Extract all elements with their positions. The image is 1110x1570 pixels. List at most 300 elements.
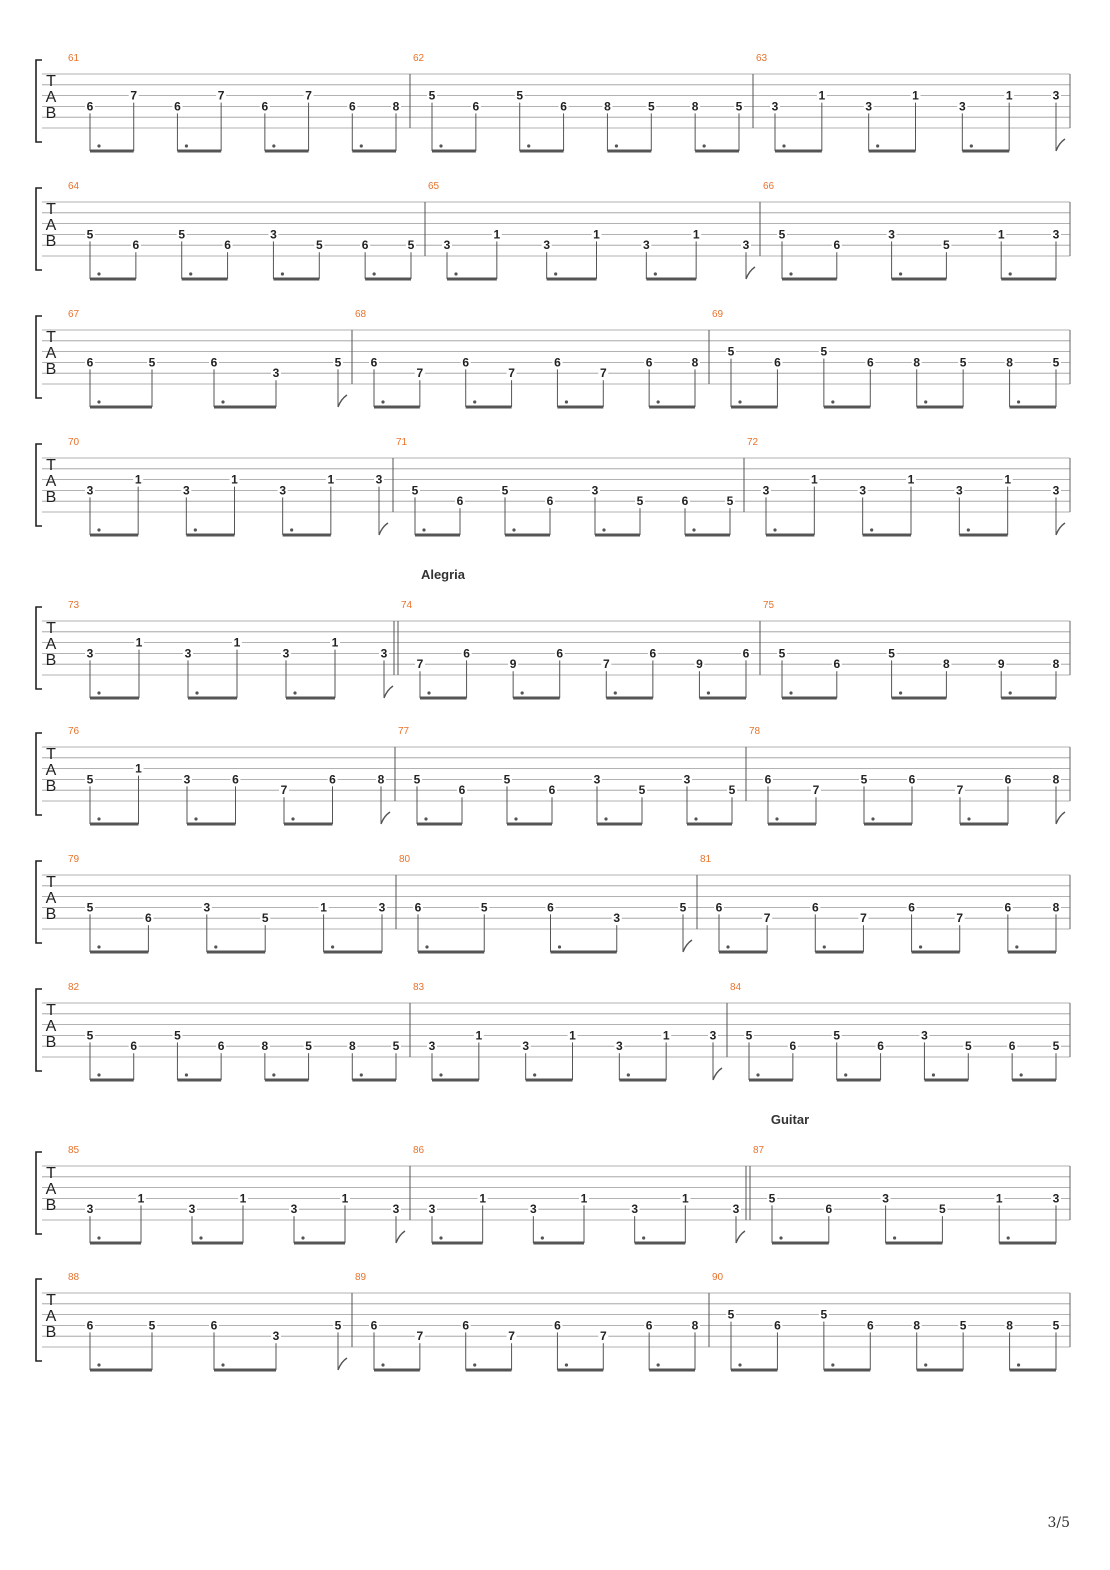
fret-number: 8 (691, 355, 699, 370)
rhythm-dot (199, 1236, 202, 1239)
measure (753, 53, 1065, 151)
tab-clef-letter: B (45, 1197, 57, 1214)
measure-number: 88 (68, 1272, 80, 1283)
rhythm-dot (789, 272, 792, 275)
rhythm-dot (782, 144, 785, 147)
tab-clef-letter: T (46, 746, 56, 763)
fret-number: 6 (554, 1318, 561, 1333)
fret-number: 3 (282, 646, 290, 661)
fret-number: 7 (860, 911, 867, 926)
fret-number: 9 (997, 657, 1005, 672)
fret-number: 6 (645, 1318, 653, 1333)
tab-system (36, 309, 1070, 407)
fret-number: 3 (270, 227, 277, 242)
rhythm-dot (185, 1073, 188, 1076)
fret-number: 9 (696, 657, 703, 672)
rhythm-dot (823, 945, 826, 948)
system-bracket (36, 60, 42, 142)
rhythm-dot (1015, 945, 1018, 948)
rhythm-dot (521, 691, 524, 694)
note-flag (338, 1358, 347, 1370)
fret-number: 1 (810, 472, 818, 487)
measure-number: 76 (68, 726, 80, 737)
fret-number: 8 (943, 657, 950, 672)
tab-clef-letter: T (46, 457, 56, 474)
measure-number: 79 (68, 854, 80, 865)
measure-number: 64 (68, 181, 80, 192)
fret-number: 5 (261, 911, 269, 926)
measure-number: 80 (399, 854, 411, 865)
fret-number: 5 (959, 1318, 967, 1333)
fret-number: 3 (86, 483, 94, 498)
tab-clef-letter: B (45, 778, 57, 795)
fret-number: 8 (348, 1039, 356, 1054)
rhythm-dot (565, 400, 568, 403)
fret-number: 5 (413, 772, 421, 787)
fret-number: 7 (416, 1329, 424, 1344)
fret-number: 5 (1052, 355, 1060, 370)
measure (352, 1272, 700, 1370)
note-flag (1056, 139, 1065, 151)
fret-number: 7 (956, 911, 964, 926)
fret-number: 3 (631, 1202, 639, 1217)
measure-number: 61 (68, 53, 80, 64)
fret-number: 6 (462, 355, 470, 370)
tab-clef-letter: T (46, 1002, 56, 1019)
rhythm-dot (1020, 1073, 1023, 1076)
fret-number: 5 (334, 1318, 342, 1333)
fret-number: 6 (742, 646, 750, 661)
rhythm-dot (831, 1363, 834, 1366)
measure-number: 69 (712, 309, 724, 320)
tab-clef-letter: A (45, 217, 57, 234)
measure (697, 854, 1061, 952)
fret-number: 6 (174, 99, 181, 114)
fret-number: 1 (231, 472, 238, 487)
measure (68, 726, 390, 824)
fret-number: 6 (370, 1318, 378, 1333)
measure-number: 66 (763, 181, 775, 192)
rhythm-dot (194, 528, 197, 531)
measure (746, 1145, 1061, 1243)
measure (746, 726, 1065, 824)
note-flag (379, 523, 388, 535)
fret-number: 1 (593, 227, 600, 242)
fret-number: 3 (921, 1028, 928, 1043)
rhythm-dot (473, 400, 476, 403)
fret-number: 6 (547, 900, 554, 915)
measure-number: 86 (413, 1145, 425, 1156)
fret-number: 3 (591, 483, 599, 498)
fret-number: 3 (380, 646, 388, 661)
tab-clef-letter: A (45, 890, 57, 907)
rhythm-dot (97, 272, 100, 275)
rhythm-dot (272, 1073, 275, 1076)
fret-number: 6 (86, 99, 94, 114)
fret-number: 5 (407, 238, 415, 253)
section-label: Alegria (420, 567, 466, 582)
fret-number: 3 (378, 900, 386, 915)
fret-number: 5 (943, 238, 950, 253)
measure-number: 82 (68, 982, 80, 993)
fret-number: 3 (529, 1202, 537, 1217)
rhythm-dot (924, 1363, 927, 1366)
rhythm-dot (439, 1073, 442, 1076)
fret-number: 5 (178, 227, 186, 242)
fret-number: 6 (825, 1202, 833, 1217)
fret-number: 1 (479, 1191, 487, 1206)
rhythm-dot (844, 1073, 847, 1076)
measure (760, 600, 1061, 698)
section-label: Guitar (770, 1112, 810, 1127)
rhythm-dot (425, 945, 428, 948)
fret-number: 3 (1052, 483, 1060, 498)
fret-number: 5 (647, 99, 655, 114)
rhythm-dot (97, 144, 100, 147)
tab-clef-letter: T (46, 73, 56, 90)
fret-number: 6 (681, 494, 689, 509)
fret-number: 8 (392, 99, 400, 114)
measure-number: 75 (763, 600, 775, 611)
fret-number: 3 (428, 1039, 436, 1054)
fret-number: 1 (135, 635, 143, 650)
fret-number: 3 (279, 483, 287, 498)
fret-number: 3 (888, 227, 895, 242)
fret-number: 3 (859, 483, 867, 498)
fret-number: 3 (522, 1039, 530, 1054)
fret-number: 3 (272, 366, 280, 381)
measure-number: 78 (749, 726, 761, 737)
fret-number: 3 (1052, 88, 1060, 103)
fret-number: 7 (508, 366, 515, 381)
fret-number: 6 (210, 1318, 218, 1333)
fret-number: 3 (732, 1202, 740, 1217)
fret-number: 6 (361, 238, 369, 253)
fret-number: 7 (130, 88, 138, 103)
fret-number: 5 (148, 355, 156, 370)
fret-number: 1 (137, 1191, 145, 1206)
tab-system (36, 1272, 1070, 1370)
fret-number: 6 (548, 783, 556, 798)
rhythm-dot (692, 528, 695, 531)
tab-system (36, 567, 1070, 698)
fret-number: 5 (888, 646, 895, 661)
tab-system (36, 53, 1070, 151)
fret-number: 6 (556, 646, 564, 661)
fret-number: 3 (771, 99, 779, 114)
rhythm-dot (756, 1073, 759, 1076)
system-bracket (36, 607, 42, 689)
tab-clef-letter: A (45, 473, 57, 490)
measure (68, 1272, 347, 1370)
fret-number: 3 (1052, 227, 1060, 242)
fret-number: 1 (818, 88, 826, 103)
system-bracket (36, 1152, 42, 1234)
rhythm-dot (189, 272, 192, 275)
rhythm-dot (97, 691, 100, 694)
rhythm-dot (512, 528, 515, 531)
fret-number: 6 (232, 772, 239, 787)
fret-number: 6 (833, 657, 841, 672)
fret-number: 3 (203, 900, 211, 915)
rhythm-dot (738, 400, 741, 403)
measure-number: 74 (401, 600, 413, 611)
measure (68, 1145, 405, 1243)
fret-number: 7 (416, 657, 424, 672)
fret-number: 1 (341, 1191, 349, 1206)
fret-number: 3 (955, 483, 963, 498)
rhythm-dot (195, 691, 198, 694)
fret-number: 3 (1052, 1191, 1060, 1206)
fret-number: 3 (593, 772, 601, 787)
rhythm-dot (1017, 400, 1020, 403)
tab-clef-letter: T (46, 1292, 56, 1309)
fret-number: 1 (135, 761, 142, 776)
fret-number: 3 (375, 472, 383, 487)
tab-clef-letter: B (45, 361, 57, 378)
fret-number: 1 (662, 1028, 670, 1043)
fret-number: 8 (913, 355, 921, 370)
note-flag (1056, 523, 1065, 535)
rhythm-dot (1007, 1236, 1010, 1239)
measure-number: 84 (730, 982, 742, 993)
tab-clef-letter: T (46, 329, 56, 346)
fret-number: 6 (86, 355, 94, 370)
fret-number: 5 (820, 344, 828, 359)
fret-number: 3 (443, 238, 451, 253)
fret-number: 5 (86, 1028, 94, 1043)
tab-clef-letter: A (45, 762, 57, 779)
fret-number: 6 (348, 99, 356, 114)
note-flag (746, 267, 755, 279)
tab-clef-letter: A (45, 1018, 57, 1035)
tab-system (36, 982, 1070, 1080)
fret-number: 3 (613, 911, 621, 926)
fret-number: 3 (86, 646, 94, 661)
measure-number: 85 (68, 1145, 80, 1156)
tab-clef-letter: T (46, 201, 56, 218)
fret-number: 5 (727, 1307, 735, 1322)
fret-number: 7 (305, 88, 312, 103)
rhythm-dot (541, 1236, 544, 1239)
fret-number: 7 (508, 1329, 515, 1344)
rhythm-dot (97, 1073, 100, 1076)
fret-number: 6 (866, 1318, 874, 1333)
measure-number: 90 (712, 1272, 724, 1283)
measure (394, 600, 751, 698)
fret-number: 6 (715, 900, 723, 915)
fret-number: 5 (86, 227, 94, 242)
fret-number: 7 (599, 1329, 607, 1344)
fret-number: 3 (188, 1202, 196, 1217)
rhythm-dot (602, 528, 605, 531)
fret-number: 8 (913, 1318, 921, 1333)
fret-number: 6 (462, 1318, 470, 1333)
rhythm-dot (291, 817, 294, 820)
fret-number: 3 (183, 772, 191, 787)
rhythm-dot (967, 528, 970, 531)
fret-number: 3 (272, 1329, 280, 1344)
fret-number: 6 (329, 772, 336, 787)
rhythm-dot (214, 945, 217, 948)
fret-number: 6 (554, 355, 561, 370)
tab-system (36, 854, 1070, 952)
fret-number: 1 (134, 472, 142, 487)
measure-number: 62 (413, 53, 425, 64)
fret-number: 7 (416, 366, 424, 381)
measure-number: 65 (428, 181, 440, 192)
rhythm-dot (97, 400, 100, 403)
measure (744, 437, 1065, 535)
rhythm-dot (293, 691, 296, 694)
rhythm-dot (1009, 272, 1012, 275)
fret-number: 3 (184, 646, 192, 661)
rhythm-dot (924, 400, 927, 403)
tab-system (36, 437, 1070, 535)
fret-number: 5 (778, 646, 786, 661)
system-bracket (36, 188, 42, 270)
fret-number: 5 (745, 1028, 753, 1043)
fret-number: 5 (679, 900, 687, 915)
fret-number: 7 (602, 657, 610, 672)
fret-number: 5 (959, 355, 967, 370)
fret-number: 5 (728, 783, 736, 798)
fret-number: 5 (735, 99, 743, 114)
measure-number: 77 (398, 726, 410, 737)
fret-number: 8 (1052, 900, 1060, 915)
fret-number: 7 (217, 88, 225, 103)
rhythm-dot (738, 1363, 741, 1366)
fret-number: 6 (224, 238, 231, 253)
fret-number: 5 (516, 88, 524, 103)
rhythm-dot (642, 1236, 645, 1239)
system-bracket (36, 1279, 42, 1361)
measure-number: 87 (753, 1145, 765, 1156)
fret-number: 1 (995, 1191, 1003, 1206)
fret-number: 1 (320, 900, 327, 915)
fret-number: 3 (762, 483, 770, 498)
fret-number: 3 (742, 238, 750, 253)
tab-clef-letter: B (45, 1034, 57, 1051)
note-flag (384, 686, 393, 698)
rhythm-dot (707, 691, 710, 694)
fret-number: 5 (860, 772, 868, 787)
measure (410, 53, 744, 151)
fret-number: 3 (428, 1202, 436, 1217)
fret-number: 6 (866, 355, 874, 370)
tab-clef-letter: B (45, 105, 57, 122)
rhythm-dot (870, 528, 873, 531)
rhythm-dot (627, 1073, 630, 1076)
measure (425, 181, 755, 279)
tab-clef-letter: T (46, 1165, 56, 1182)
fret-number: 1 (1005, 88, 1013, 103)
fret-number: 5 (503, 772, 511, 787)
rhythm-dot (527, 144, 530, 147)
fret-number: 6 (908, 772, 916, 787)
fret-number: 1 (907, 472, 915, 487)
fret-number: 8 (377, 772, 385, 787)
fret-number: 5 (939, 1202, 946, 1217)
fret-number: 8 (1006, 355, 1013, 370)
tab-system (36, 726, 1070, 824)
fret-number: 6 (261, 99, 269, 114)
rhythm-dot (657, 400, 660, 403)
system-bracket (36, 861, 42, 943)
measure (352, 309, 700, 407)
fret-number: 3 (182, 483, 190, 498)
fret-number: 3 (86, 1202, 94, 1217)
measure-number: 67 (68, 309, 80, 320)
rhythm-dot (694, 817, 697, 820)
fret-number: 5 (778, 227, 786, 242)
fret-number: 1 (233, 635, 241, 650)
fret-number: 3 (709, 1028, 717, 1043)
measure (68, 854, 387, 952)
fret-number: 1 (681, 1191, 689, 1206)
rhythm-dot (373, 272, 376, 275)
rhythm-dot (919, 945, 922, 948)
fret-number: 6 (764, 772, 772, 787)
fret-number: 5 (820, 1307, 828, 1322)
measure-number: 63 (756, 53, 768, 64)
measure (709, 309, 1061, 407)
measure (68, 982, 401, 1080)
rhythm-dot (789, 691, 792, 694)
rhythm-dot (899, 272, 902, 275)
system-bracket (36, 316, 42, 398)
rhythm-dot (654, 272, 657, 275)
fret-number: 5 (428, 88, 436, 103)
rhythm-dot (703, 144, 706, 147)
rhythm-dot (360, 1073, 363, 1076)
fret-number: 5 (411, 483, 419, 498)
fret-number: 5 (638, 783, 646, 798)
fret-number: 5 (334, 355, 342, 370)
fret-number: 1 (331, 635, 339, 650)
fret-number: 5 (86, 772, 94, 787)
rhythm-dot (876, 144, 879, 147)
fret-number: 6 (472, 99, 480, 114)
fret-number: 6 (456, 494, 464, 509)
rhythm-dot (331, 945, 334, 948)
measure (68, 437, 388, 535)
rhythm-dot (726, 945, 729, 948)
fret-number: 1 (997, 227, 1005, 242)
measure-number: 71 (396, 437, 408, 448)
tab-clef-letter: A (45, 1181, 57, 1198)
fret-number: 5 (768, 1191, 776, 1206)
fret-number: 6 (217, 1039, 225, 1054)
fret-number: 5 (833, 1028, 841, 1043)
rhythm-dot (360, 144, 363, 147)
fret-number: 5 (305, 1039, 312, 1054)
rhythm-dot (871, 817, 874, 820)
measure (760, 181, 1061, 279)
fret-number: 6 (458, 783, 466, 798)
measure-number: 68 (355, 309, 367, 320)
fret-number: 6 (811, 900, 819, 915)
rhythm-dot (558, 945, 561, 948)
rhythm-dot (657, 1363, 660, 1366)
fret-number: 6 (649, 646, 657, 661)
rhythm-dot (775, 817, 778, 820)
fret-number: 6 (210, 355, 218, 370)
fret-number: 8 (1052, 657, 1060, 672)
fret-number: 3 (615, 1039, 623, 1054)
fret-number: 6 (463, 646, 470, 661)
fret-number: 8 (691, 1318, 699, 1333)
